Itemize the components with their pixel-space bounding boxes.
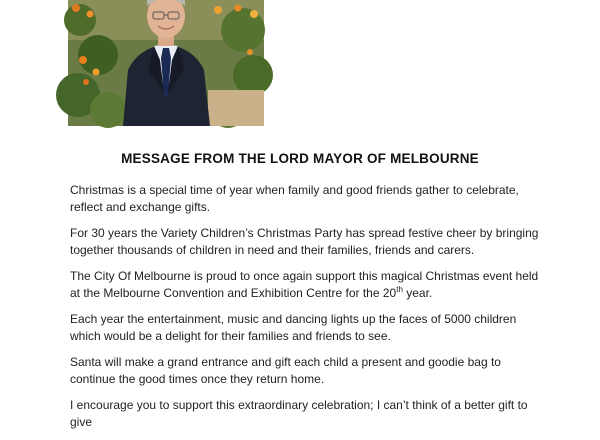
message-body <box>70 182 540 440</box>
page-title: MESSAGE FROM THE LORD MAYOR OF MELBOURNE <box>121 151 479 166</box>
lord-mayor-photo <box>68 0 264 126</box>
paragraph-city-support-end: year. <box>402 286 433 300</box>
paragraph-christmas: Christmas is a special time of year when family and good friends gather to celebrate, reflect and exchange gifts. <box>70 183 519 214</box>
paragraph-city-support <box>70 268 540 302</box>
paragraph-city-support-text: The City Of Melbourne is proud to once again support this magical Christmas event held at the Melbourne Convention and Exhibition Centre for the 20 <box>70 269 539 300</box>
paragraph-entertainment: Each year the entertainment, music and dancing lights up the faces of 5000 children which would be a delight for their families and friends to see. <box>70 312 517 343</box>
paragraph-variety-party: For 30 years the Variety Children’s Christmas Party has spread festive cheer by bringing together thousands of children in need and their families, friends and carers. <box>70 226 539 257</box>
paragraph-santa: Santa will make a grand entrance and gift each child a present and goodie bag to continue the good times once they return home. <box>70 355 501 386</box>
portrait-illustration <box>68 0 264 126</box>
ordinal-suffix: th <box>396 285 403 294</box>
paragraph-encourage: I encourage you to support this extraordinary celebration; I can’t think of a better gift to give <box>70 398 528 429</box>
